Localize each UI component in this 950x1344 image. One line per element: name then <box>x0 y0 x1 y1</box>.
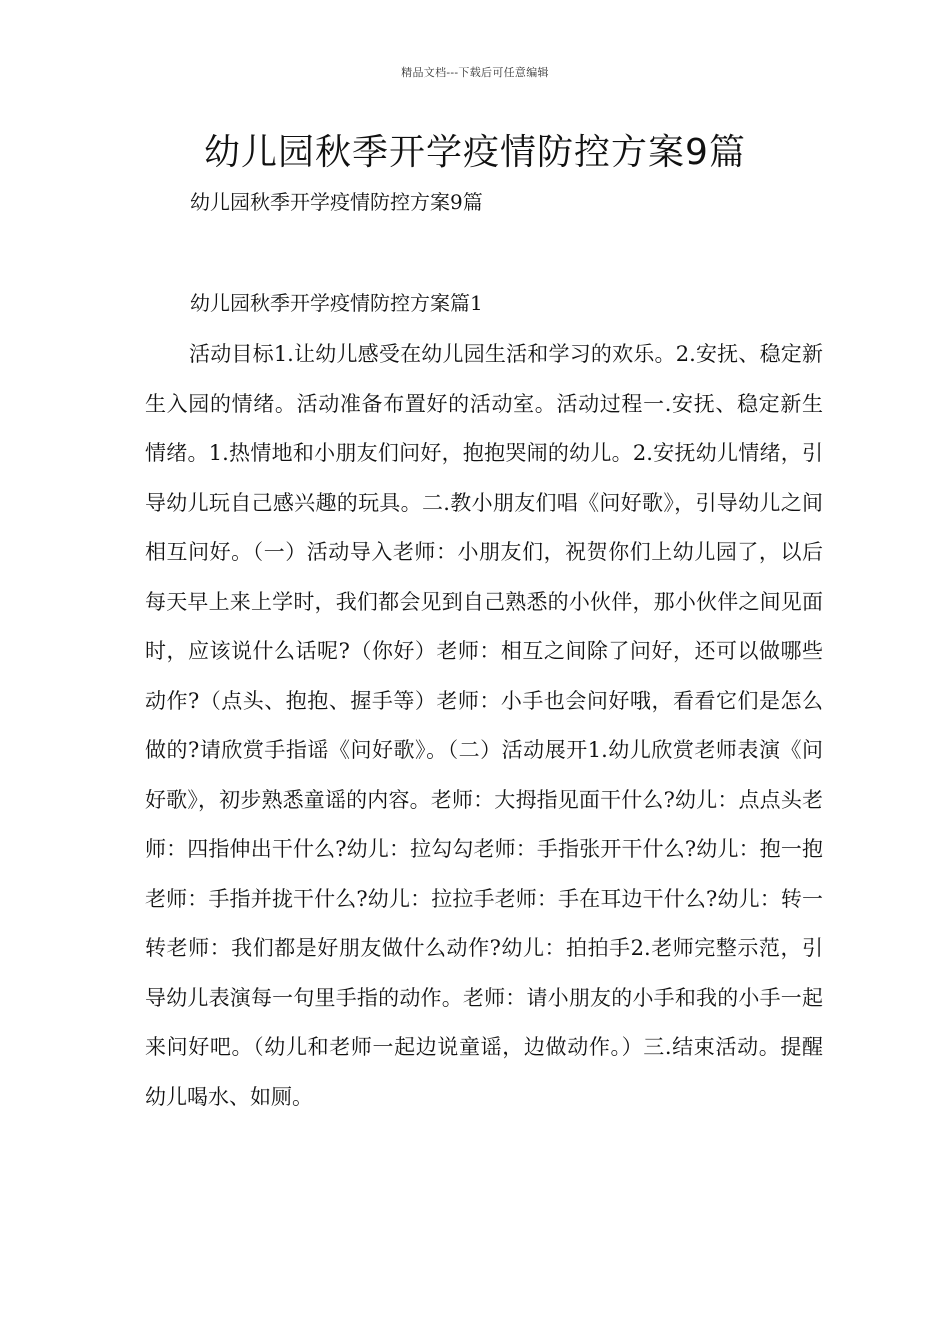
page-header-note: 精品文档---下载后可任意编辑 <box>401 66 549 79</box>
section-heading: 幼儿园秋季开学疫情防控方案篇1 <box>190 291 483 315</box>
document-title: 幼儿园秋季开学疫情防控方案9篇 <box>204 132 746 173</box>
body-paragraph: 活动目标1.让幼儿感受在幼儿园生活和学习的欢乐。2.安抚、稳定新生入园的情绪。活动准备布置好的活动室。活动过程一.安抚、稳定新生情绪。1.热情地和小朋友们问好，抱抱哭闹的幼儿。2.安抚幼儿情绪，引导幼儿玩自己感兴趣的玩具。二.教小朋友们唱《问好歌》，引导幼儿之间相互问好。（一）活动导入老师：小朋友们，祝贺你们上幼儿园了，以后每天早上来上学时，我们都会见到自己熟悉的小伙伴，那小伙伴之间见面时，应该说什么话呢?（你好）老师：相互之间除了问好，还可以做哪些动作?（点头、抱抱、握手等）老师：小手也会问好哦，看看它们是怎么做的?请欣赏手指谣《问好歌》。（二）活动展开1.幼儿欣赏老师表演《问好歌》，初步熟悉童谣的内容。老师：大拇指见面干什么?幼儿：点点头老师：四指伸出干什么?幼儿：拉勾勾老师：手指张开干什么?幼儿：抱一抱老师：手指并拢干什么?幼儿：拉拉手老师：手在耳边干什么?幼儿：转一转老师：我们都是好朋友做什么动作?幼儿：拍拍手2.老师完整示范，引导幼儿表演每一句里手指的动作。老师：请小朋友的小手和我的小手一起来问好吧。（幼儿和老师一起边说童谣，边做动作。）三.结束活动。提醒幼儿喝水、如厕。 <box>145 342 823 1109</box>
document-subtitle: 幼儿园秋季开学疫情防控方案9篇 <box>190 190 483 214</box>
